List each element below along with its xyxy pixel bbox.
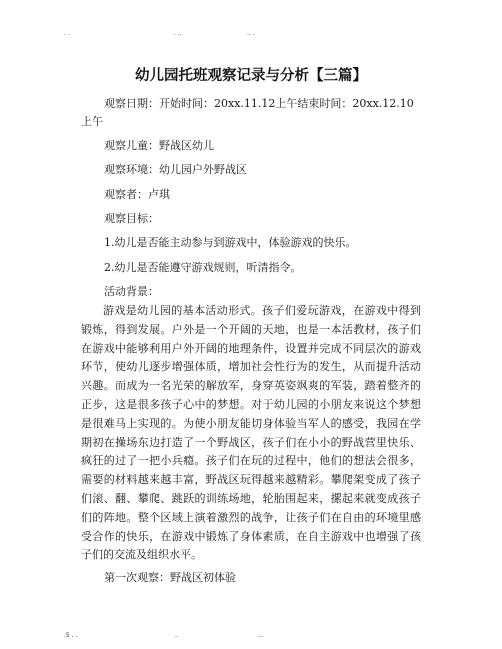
observation-date-line-1: 观察日期：开始时间：20xx.11.12上午结束时间：20xx.12.10 bbox=[104, 97, 414, 110]
footer-marks bbox=[0, 632, 502, 644]
document-title: 幼儿园托班观察记录与分析【三篇】 bbox=[135, 68, 367, 84]
observation-date-line-2: 上午 bbox=[81, 115, 103, 128]
background-heading: 活动背景： bbox=[104, 285, 159, 298]
goal-item-1: 1.幼儿是否能主动参与到游戏中，体验游戏的快乐。 bbox=[104, 236, 357, 249]
observed-child: 观察儿童：野战区幼儿 bbox=[104, 139, 214, 152]
footer-mark: .. bbox=[174, 632, 178, 639]
goal-item-2: 2.幼儿是否能遵守游戏规则，听清指令。 bbox=[104, 261, 302, 274]
first-observation-heading: 第一次观察：野战区初体验 bbox=[104, 571, 236, 584]
header-marks bbox=[0, 30, 502, 42]
goals-heading: 观察目标： bbox=[104, 212, 159, 225]
background-paragraph: 游戏是幼儿园的基本活动形式。孩子们爱玩游戏，在游戏中得到锻炼，得到发展。户外是一个开阔的天地，也是一本活教材，孩子们在游戏中能够利用户外开阔的地理条件，设置并完成不同层次的游戏环节，使幼儿逐步增强体质，增加社会性行为的发生，从而提升活动兴趣。而成为一名光荣的解放军，身穿英姿飒爽的军装，踏着整齐的正步，这是很多孩子心中的梦想。对于幼儿园的小朋友来说这个梦想是很难马上实现的。为使小朋友能切身体验当军人的感受，我园在学期初在操场东边打造了一个野战区，孩子们在小小的野战营里快乐、疯狂的过了一把小兵瘾。孩子们在玩的过程中，他们的想法会很多，需要的材料越来越丰富，野战区玩得越来越精彩。攀爬架变成了孩子们滚、翻、攀爬、跳跃的训练场地，轮胎围起来，摞起来就变成孩子们的阵地。整个区域上演着激烈的战争，让孩子们在自由的环境里感受合作的快乐，在游戏中锻炼了身体素质，在自主游戏中也增强了孩子们的交流及组织水平。 bbox=[81, 304, 421, 562]
footer-mark: ... bbox=[258, 632, 264, 639]
header-mark: . . bbox=[64, 30, 70, 37]
header-mark: .. . bbox=[247, 30, 255, 37]
observation-environment: 观察环境：幼儿园户外野战区 bbox=[104, 163, 247, 176]
observer: 观察者：卢琪 bbox=[104, 188, 170, 201]
footer-mark: .5 . . bbox=[64, 632, 78, 639]
header-mark: . .. bbox=[174, 30, 182, 37]
